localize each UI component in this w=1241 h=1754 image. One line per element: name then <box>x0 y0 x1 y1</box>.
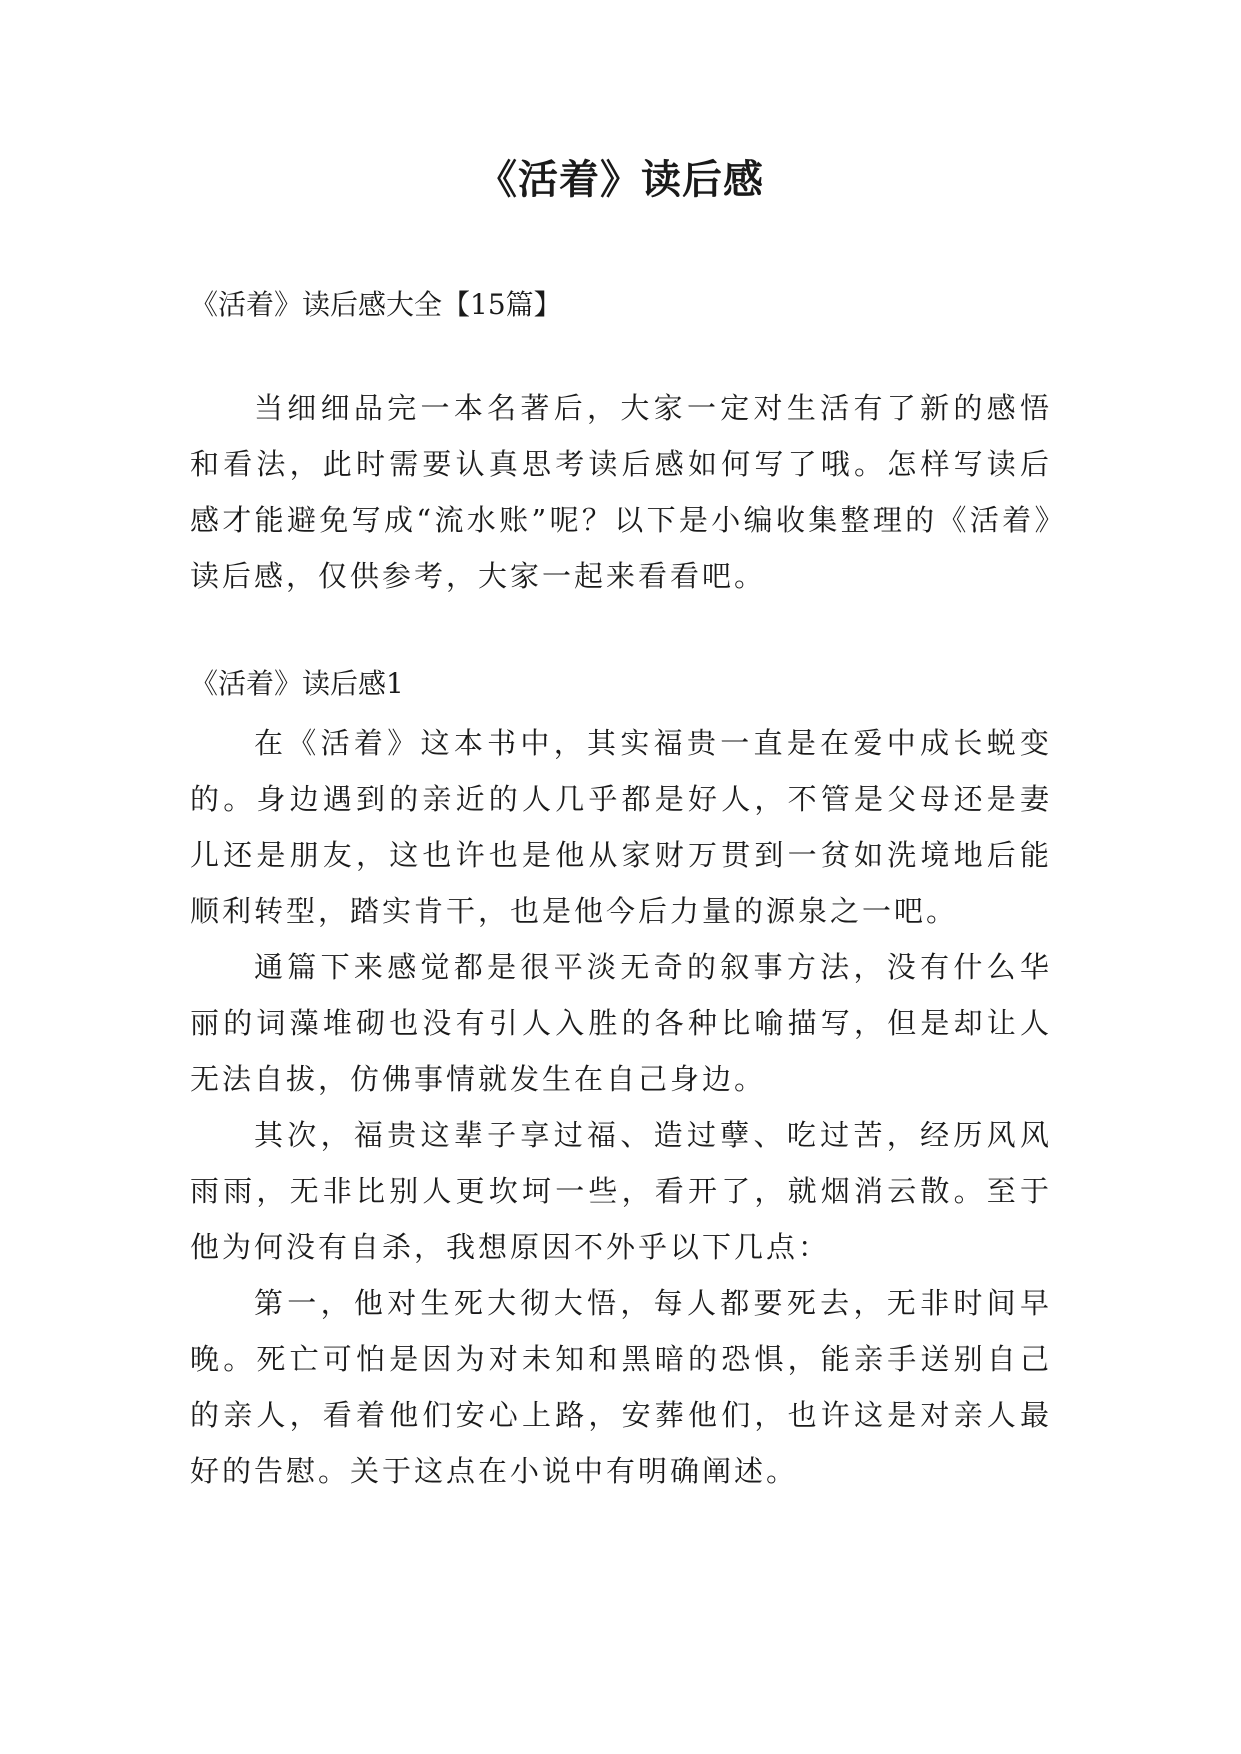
document-subtitle: 《活着》读后感大全【15篇】 <box>190 288 562 321</box>
document-title: 《活着》读后感 <box>477 157 764 203</box>
body-paragraph: 其次，福贵这辈子享过福、造过孽、吃过苦，经历风风雨雨，无非比别人更坎坷一些，看开了，就烟消云散。至于他为何没有自杀，我想原因不外乎以下几点： <box>190 1118 1052 1264</box>
intro-paragraph: 当细细品完一本名著后，大家一定对生活有了新的感悟和看法，此时需要认真思考读后感如何写了哦。怎样写读后感才能避免写成“流水账”呢？以下是小编收集整理的《活着》读后感，仅供参考，大家一起来看看吧。 <box>190 391 1052 593</box>
body-paragraph: 通篇下来感觉都是很平淡无奇的叙事方法，没有什么华丽的词藻堆砌也没有引人入胜的各种比喻描写，但是却让人无法自拔，仿佛事情就发生在自己身边。 <box>190 950 1052 1096</box>
body-paragraph: 在《活着》这本书中，其实福贵一直是在爱中成长蜕变的。身边遇到的亲近的人几乎都是好人，不管是父母还是妻儿还是朋友，这也许也是他从家财万贯到一贫如洗境地后能顺利转型，踏实肯干，也是他今后力量的源泉之一吧。 <box>190 726 1052 928</box>
document-body <box>190 280 1052 1499</box>
body-paragraph: 第一，他对生死大彻大悟，每人都要死去，无非时间早晚。死亡可怕是因为对未知和黑暗的恐惧，能亲手送别自己的亲人，看着他们安心上路，安葬他们，也许这是对亲人最好的告慰。关于这点在小说中有明确阐述。 <box>190 1286 1052 1488</box>
section-heading: 《活着》读后感1 <box>190 667 404 700</box>
